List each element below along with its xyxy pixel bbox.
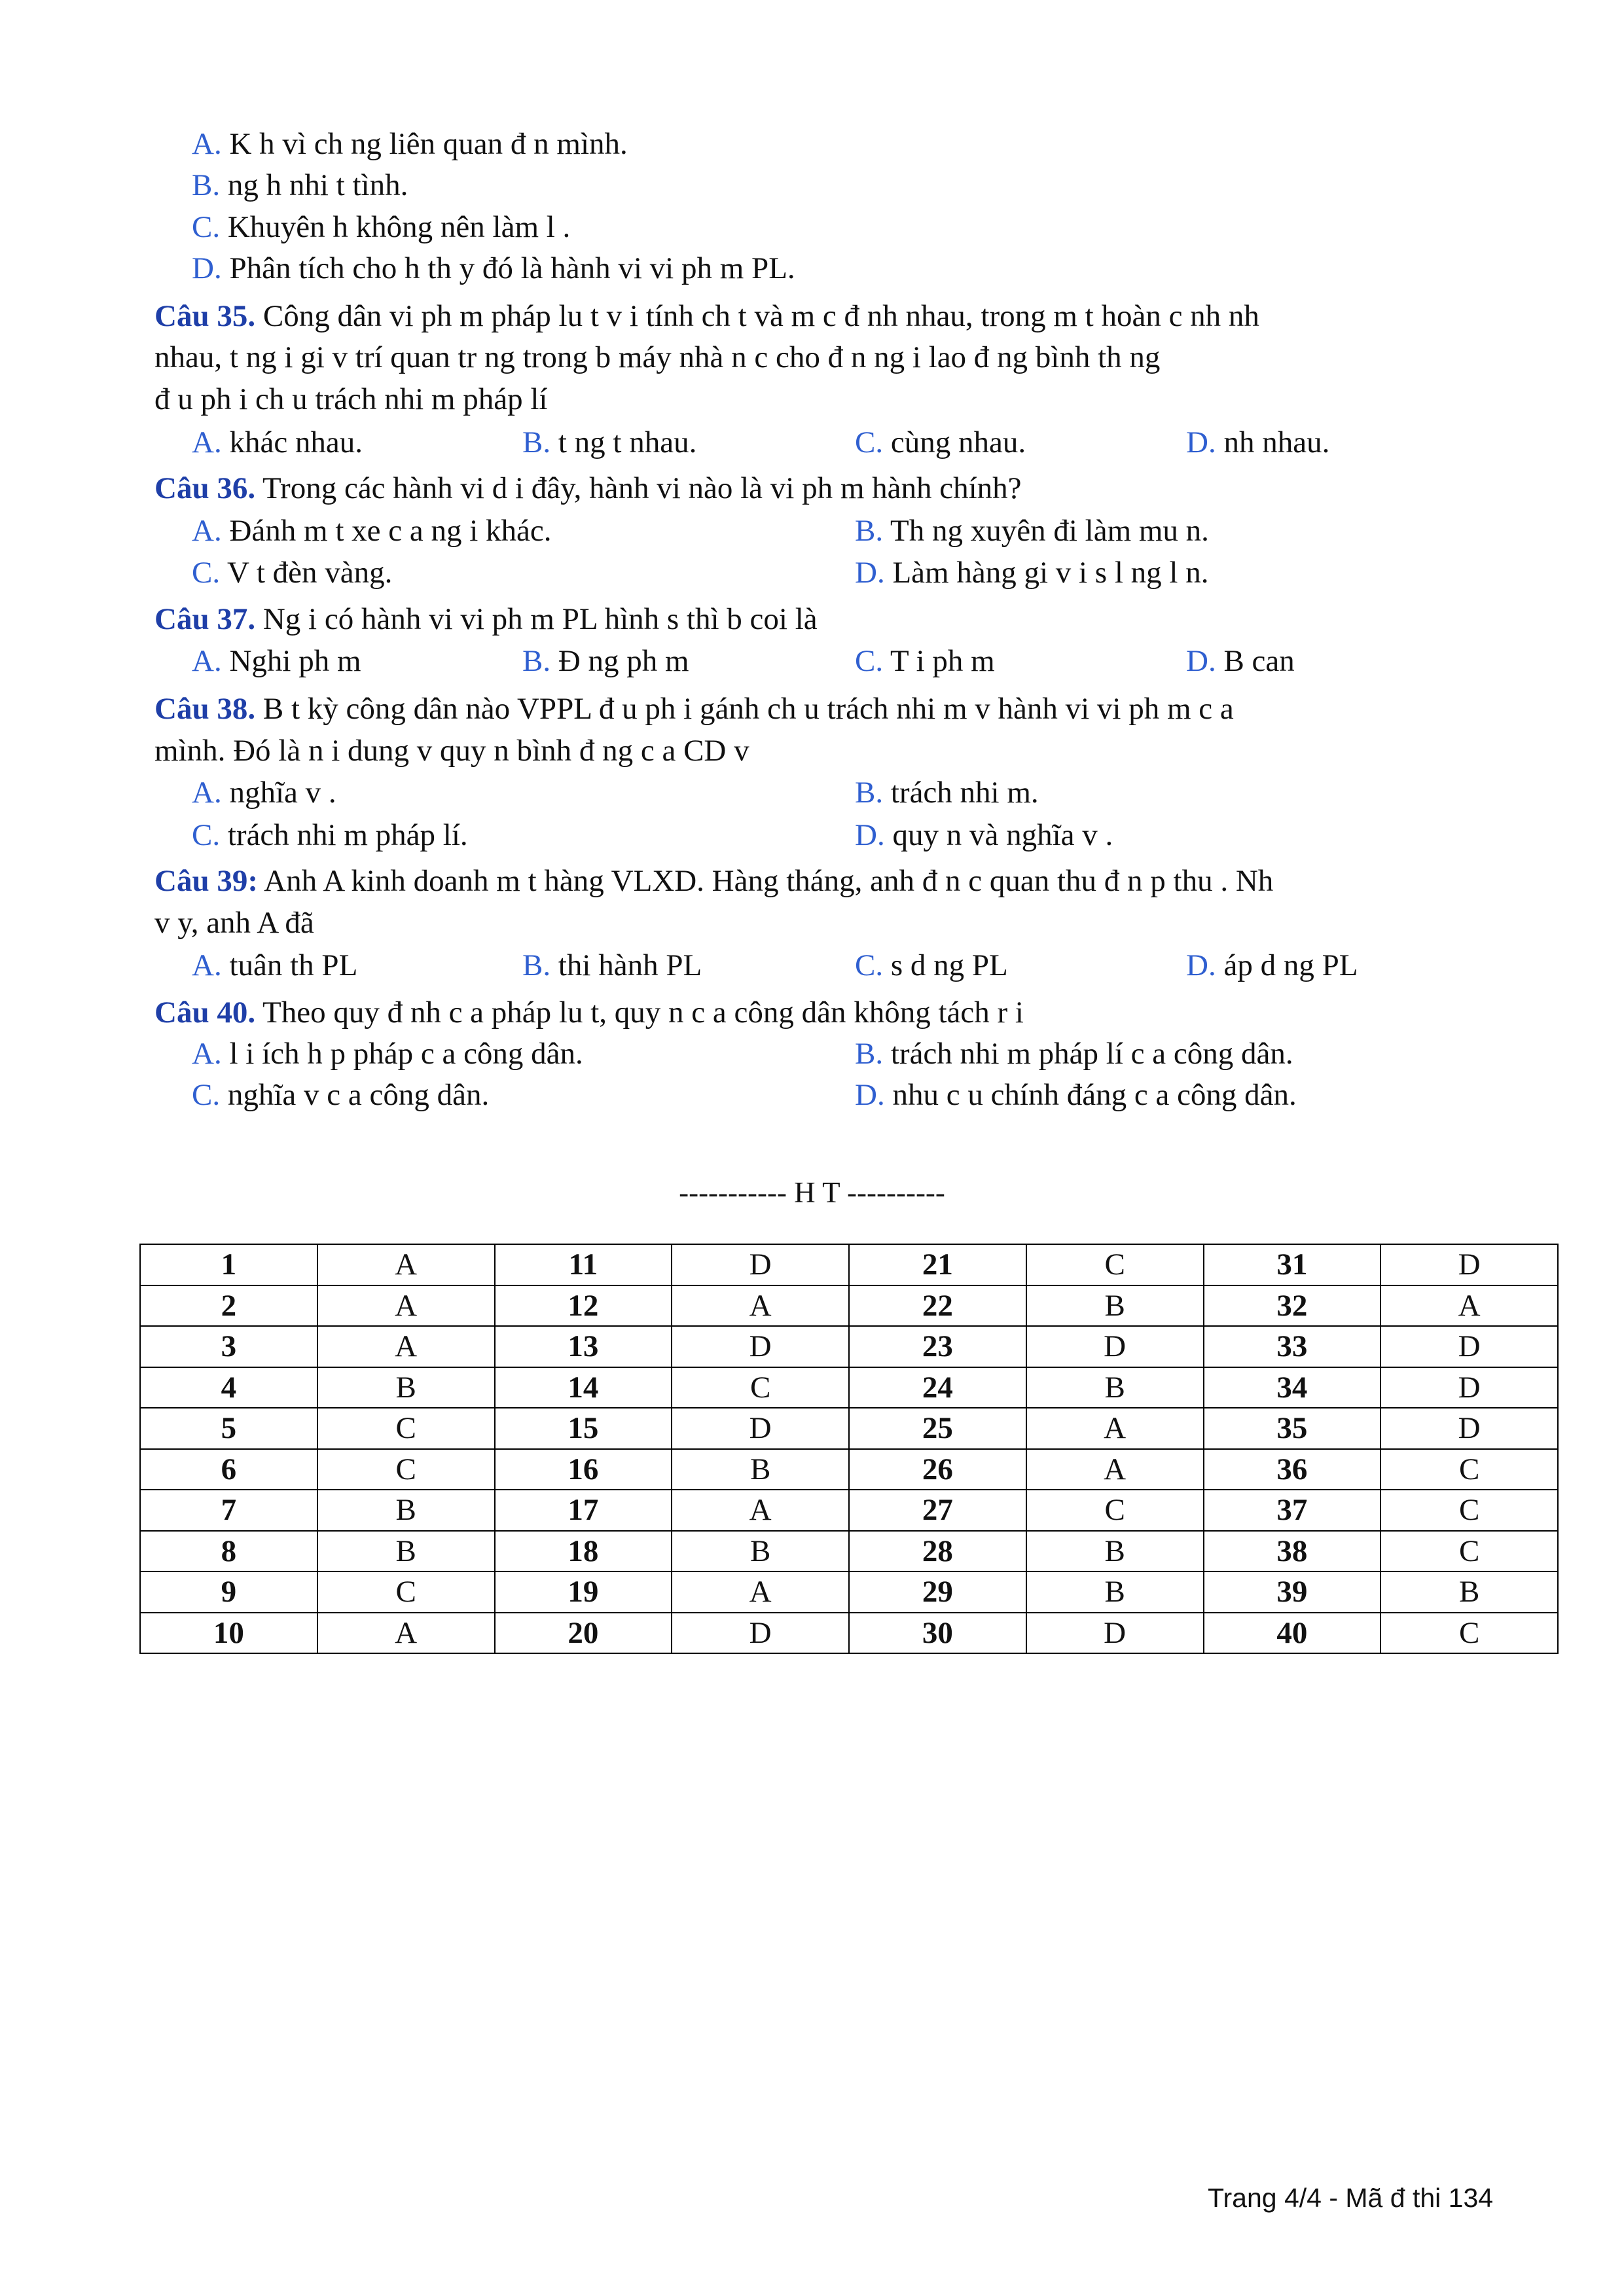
answer-letter-cell: D [672,1408,849,1449]
answer-letter-cell: B [1026,1571,1204,1613]
option-text: l i ích h p pháp c a công dân. [229,1037,583,1071]
question-number-cell: 3 [140,1326,317,1367]
option-text: Th ng xuyên đi làm mu n. [890,514,1209,548]
answer-letter-cell: C [317,1408,495,1449]
question-number-cell: 6 [140,1449,317,1490]
answer-key-table [139,1244,1559,1654]
answer-key-body [140,1244,1558,1653]
q39-option-b [522,946,702,985]
option-letter: D. [855,818,885,852]
option-text: Đ ng ph m [558,644,689,678]
option-text: B can [1223,644,1295,678]
question-number-cell: 16 [495,1449,672,1490]
q36-option-a [192,511,551,550]
option-letter: D. [855,1078,885,1112]
question-number: Câu 38. [154,692,256,726]
q38-option-b [855,773,1039,812]
q34-option-d [192,249,795,288]
answer-letter-cell: B [672,1449,849,1490]
question-number-cell: 20 [495,1613,672,1654]
page-footer: Trang 4/4 - Mã đ thi 134 [1208,2183,1494,2213]
question-text: Công dân vi ph m pháp lu t v i tính ch t và m c đ nh nhau, trong m t hoàn c nh nh [262,299,1259,333]
option-letter: B. [855,514,884,548]
answer-letter-cell: D [1380,1326,1558,1367]
answer-letter-cell: C [1380,1613,1558,1654]
answer-letter-cell: B [1026,1367,1204,1408]
question-number-cell: 19 [495,1571,672,1613]
answer-key-row [140,1285,1558,1327]
answer-letter-cell: A [1026,1449,1204,1490]
question-number-cell: 25 [849,1408,1026,1449]
question-number-cell: 4 [140,1367,317,1408]
option-letter: B. [855,776,884,810]
question-number-cell: 21 [849,1244,1026,1285]
option-text: khác nhau. [229,425,363,459]
answer-key-row [140,1571,1558,1613]
question-number-cell: 13 [495,1326,672,1367]
option-letter: A. [192,514,222,548]
answer-letter-cell: A [1026,1408,1204,1449]
option-letter: C. [192,1078,221,1112]
question-number: Câu 37. [154,602,256,636]
answer-key-row [140,1367,1558,1408]
option-text: nhu c u chính đáng c a công dân. [892,1078,1297,1112]
q39-stem-line1 [154,861,1273,901]
option-letter: B. [522,425,551,459]
question-number-cell: 35 [1204,1408,1381,1449]
option-text: Phân tích cho h th y đó là hành vi vi ph m PL. [229,251,795,285]
option-text: t ng t nhau. [558,425,697,459]
question-number-cell: 33 [1204,1326,1381,1367]
option-text: nh nhau. [1223,425,1330,459]
q35-stem-line2 [154,338,1160,377]
question-number-cell: 12 [495,1285,672,1327]
q40-option-c [192,1075,489,1115]
question-number-cell: 17 [495,1490,672,1531]
question-number-cell: 5 [140,1408,317,1449]
answer-key-row [140,1244,1558,1285]
option-letter: C. [192,210,221,244]
answer-letter-cell: C [1380,1531,1558,1572]
question-text: Ng i có hành vi vi ph m PL hình s thì b coi là [262,602,818,636]
answer-letter-cell: D [1380,1367,1558,1408]
q38-stem-line1 [154,689,1234,728]
option-text: T i ph m [890,644,995,678]
answer-letter-cell: A [317,1613,495,1654]
answer-letter-cell: D [1380,1408,1558,1449]
option-letter: C. [192,556,221,590]
question-number-cell: 28 [849,1531,1026,1572]
q38-option-a [192,773,336,812]
question-number-cell: 22 [849,1285,1026,1327]
option-text: trách nhi m pháp lí c a công dân. [890,1037,1293,1071]
question-number-cell: 11 [495,1244,672,1285]
question-number-cell: 27 [849,1490,1026,1531]
answer-letter-cell: C [1380,1449,1558,1490]
option-text: s d ng PL [890,948,1008,982]
question-number-cell: 32 [1204,1285,1381,1327]
option-text: áp d ng PL [1223,948,1358,982]
question-text: đ u ph i ch u trách nhi m pháp lí [154,382,548,416]
q37-option-a [192,641,361,681]
q38-option-d [855,816,1113,855]
question-text: B t kỳ công dân nào VPPL đ u ph i gánh ch u trách nhi m v hành vi vi ph m c a [262,692,1234,726]
answer-letter-cell: B [1380,1571,1558,1613]
option-letter: A. [192,776,222,810]
q36-option-d [855,553,1208,592]
option-letter: C. [855,644,884,678]
q40-option-d [855,1075,1297,1115]
answer-key-row [140,1449,1558,1490]
q35-stem-line3 [154,380,547,419]
question-number: Câu 35. [154,299,256,333]
answer-letter-cell: D [1380,1244,1558,1285]
answer-letter-cell: A [672,1490,849,1531]
q36-stem [154,469,1022,508]
question-number-cell: 1 [140,1244,317,1285]
question-number-cell: 15 [495,1408,672,1449]
option-letter: D. [1186,948,1216,982]
option-letter: C. [855,425,884,459]
answer-letter-cell: C [317,1449,495,1490]
option-letter: A. [192,948,222,982]
option-text: V t đèn vàng. [227,556,393,590]
answer-letter-cell: A [672,1571,849,1613]
option-text: nghĩa v . [229,776,336,810]
question-text: Trong các hành vi d i đây, hành vi nào là vi ph m hành chính? [262,471,1022,505]
answer-letter-cell: B [1026,1285,1204,1327]
q37-option-b [522,641,689,681]
question-number-cell: 36 [1204,1449,1381,1490]
question-number-cell: 7 [140,1490,317,1531]
q38-option-c [192,816,468,855]
answer-letter-cell: C [317,1571,495,1613]
question-text: mình. Đó là n i dung v quy n bình đ ng c a CD v [154,734,749,768]
q35-option-b [522,423,696,462]
option-text: Nghi ph m [229,644,361,678]
answer-letter-cell: C [1380,1490,1558,1531]
answer-letter-cell: D [1026,1326,1204,1367]
question-number-cell: 9 [140,1571,317,1613]
q40-option-b [855,1034,1293,1073]
q37-option-c [855,641,995,681]
answer-letter-cell: A [1380,1285,1558,1327]
answer-key-row [140,1326,1558,1367]
question-number: Câu 40. [154,996,256,1030]
question-number-cell: 29 [849,1571,1026,1613]
question-number: Câu 36. [154,471,256,505]
question-number-cell: 30 [849,1613,1026,1654]
option-letter: B. [522,948,551,982]
answer-key-row [140,1490,1558,1531]
question-number-cell: 14 [495,1367,672,1408]
question-number-cell: 38 [1204,1531,1381,1572]
option-text: ng h nhi t tình. [227,168,408,202]
answer-key-row [140,1408,1558,1449]
question-number-cell: 2 [140,1285,317,1327]
question-number-cell: 31 [1204,1244,1381,1285]
option-letter: D. [1186,644,1216,678]
answer-letter-cell: A [672,1285,849,1327]
question-number: Câu 39: [154,864,258,898]
question-text: v y, anh A đã [154,906,314,940]
q40-option-a [192,1034,583,1073]
option-text: thi hành PL [558,948,702,982]
q40-stem [154,993,1024,1032]
option-text: K h vì ch ng liên quan đ n mình. [229,127,628,161]
question-number-cell: 34 [1204,1367,1381,1408]
answer-letter-cell: D [672,1244,849,1285]
q36-option-c [192,553,392,592]
question-number-cell: 24 [849,1367,1026,1408]
answer-letter-cell: B [317,1367,495,1408]
option-text: Khuyên h không nên làm l . [227,210,571,244]
answer-letter-cell: C [1026,1490,1204,1531]
q35-option-d [1186,423,1329,462]
option-letter: D. [192,251,222,285]
q34-option-a [192,124,628,164]
answer-letter-cell: B [672,1531,849,1572]
question-text: Anh A kinh doanh m t hàng VLXD. Hàng tháng, anh đ n c quan thu đ n p thu . Nh [264,864,1274,898]
answer-letter-cell: A [317,1326,495,1367]
option-letter: D. [1186,425,1216,459]
q39-option-d [1186,946,1358,985]
option-letter: A. [192,644,222,678]
question-number-cell: 37 [1204,1490,1381,1531]
answer-key-row [140,1531,1558,1572]
question-number-cell: 26 [849,1449,1026,1490]
answer-letter-cell: A [317,1285,495,1327]
answer-letter-cell: B [317,1531,495,1572]
question-number-cell: 40 [1204,1613,1381,1654]
question-number-cell: 18 [495,1531,672,1572]
answer-letter-cell: A [317,1244,495,1285]
option-letter: A. [192,425,222,459]
end-marker: ----------- H T ---------- [679,1176,945,1209]
question-text: nhau, t ng i gi v trí quan tr ng trong b máy nhà n c cho đ n ng i lao đ ng bình th ng [154,340,1161,374]
option-text: trách nhi m pháp lí. [227,818,468,852]
option-text: nghĩa v c a công dân. [227,1078,490,1112]
q34-option-b [192,166,408,205]
question-text: Theo quy đ nh c a pháp lu t, quy n c a công dân không tách r i [262,996,1024,1030]
option-letter: B. [522,644,551,678]
option-letter: C. [855,948,884,982]
answer-letter-cell: B [317,1490,495,1531]
option-letter: B. [855,1037,884,1071]
q39-stem-line2 [154,903,314,942]
answer-letter-cell: C [672,1367,849,1408]
q38-stem-line2 [154,731,749,770]
option-letter: C. [192,818,221,852]
q39-option-a [192,946,357,985]
answer-letter-cell: C [1026,1244,1204,1285]
q34-option-c [192,207,570,247]
option-text: trách nhi m. [890,776,1039,810]
question-number-cell: 39 [1204,1571,1381,1613]
answer-letter-cell: D [672,1326,849,1367]
question-number-cell: 10 [140,1613,317,1654]
answer-letter-cell: D [1026,1613,1204,1654]
option-text: tuân th PL [229,948,358,982]
option-text: cùng nhau. [890,425,1026,459]
question-number-cell: 23 [849,1326,1026,1367]
question-number-cell: 8 [140,1531,317,1572]
option-text: Đánh m t xe c a ng i khác. [229,514,552,548]
option-letter: A. [192,1037,222,1071]
q37-stem [154,600,818,639]
q36-option-b [855,511,1209,550]
q35-stem-line1 [154,296,1259,336]
q37-option-d [1186,641,1295,681]
option-letter: B. [192,168,221,202]
answer-letter-cell: D [672,1613,849,1654]
answer-key-row [140,1613,1558,1654]
q35-option-c [855,423,1026,462]
option-text: quy n và nghĩa v . [892,818,1113,852]
q35-option-a [192,423,363,462]
answer-letter-cell: B [1026,1531,1204,1572]
q39-option-c [855,946,1008,985]
option-text: Làm hàng gi v i s l ng l n. [892,556,1209,590]
option-letter: D. [855,556,885,590]
option-letter: A. [192,127,222,161]
